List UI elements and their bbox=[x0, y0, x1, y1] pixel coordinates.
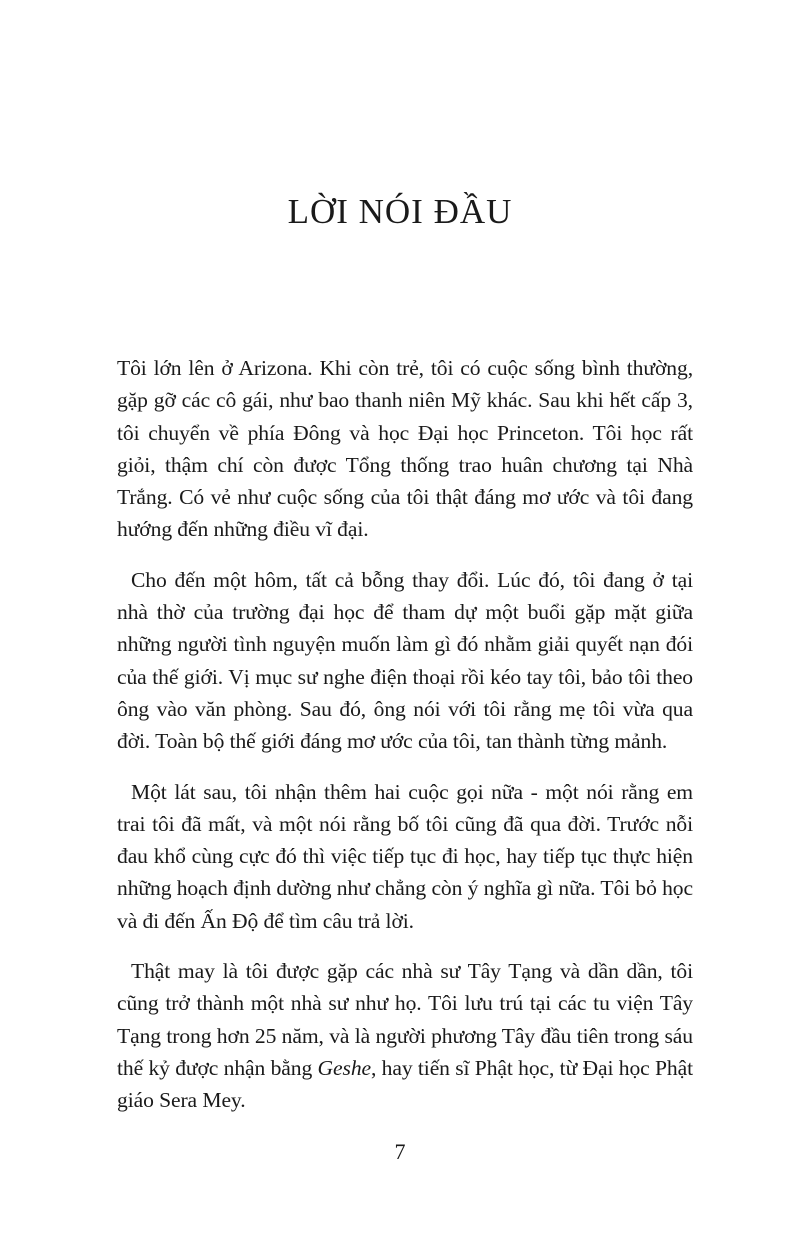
paragraph-3: Một lát sau, tôi nhận thêm hai cuộc gọi nữa - một nói rằng em trai tôi đã mất, và một nói rằng bố tôi cũng đã qua đời. Trước nỗi đau khổ cùng cực đó thì việc tiếp tục đi học, hay tiếp tục thực hiện những hoạch định dường như chẳng còn ý nghĩa gì nữa. Tôi bỏ học và đi đến Ấn Độ để tìm câu trả lời. bbox=[117, 779, 693, 933]
body-text bbox=[117, 352, 693, 1135]
paragraph-2: Cho đến một hôm, tất cả bỗng thay đổi. Lúc đó, tôi đang ở tại nhà thờ của trường đại học để tham dự một buổi gặp mặt giữa những người tình nguyện muốn làm gì đó nhằm giải quyết nạn đói của thế giới. Vị mục sư nghe điện thoại rồi kéo tay tôi, bảo tôi theo ông vào văn phòng. Sau đó, ông nói với tôi rằng mẹ tôi vừa qua đời. Toàn bộ thế giới đáng mơ ước của tôi, tan thành từng mảnh. bbox=[117, 567, 693, 754]
paragraph-4 bbox=[117, 955, 693, 1116]
paragraph-4-italic-term: Geshe bbox=[317, 1055, 371, 1080]
chapter-title: LỜI NÓI ĐẦU bbox=[287, 192, 513, 231]
page-number: 7 bbox=[394, 1139, 406, 1164]
paragraph-4-text-before: Thật may là tôi được gặp các nhà sư Tây Tạng và dần dần, tôi cũng trở thành một nhà sư như họ. Tôi lưu trú tại các tu viện Tây Tạng trong hơn 25 năm, và là người phương Tây đầu tiên trong sáu thế kỷ được nhận bằng bbox=[117, 959, 693, 1080]
paragraph-1: Tôi lớn lên ở Arizona. Khi còn trẻ, tôi có cuộc sống bình thường, gặp gỡ các cô gái, như bao thanh niên Mỹ khác. Sau khi hết cấp 3, tôi chuyển về phía Đông và học Đại học Princeton. Tôi học rất giỏi, thậm chí còn được Tổng thống trao huân chương tại Nhà Trắng. Có vẻ như cuộc sống của tôi thật đáng mơ ước và tôi đang hướng đến những điều vĩ đại. bbox=[117, 356, 693, 542]
paragraph-4-text-after: , hay tiến sĩ Phật học, từ Đại học Phật giáo Sera Mey. bbox=[117, 1055, 693, 1113]
